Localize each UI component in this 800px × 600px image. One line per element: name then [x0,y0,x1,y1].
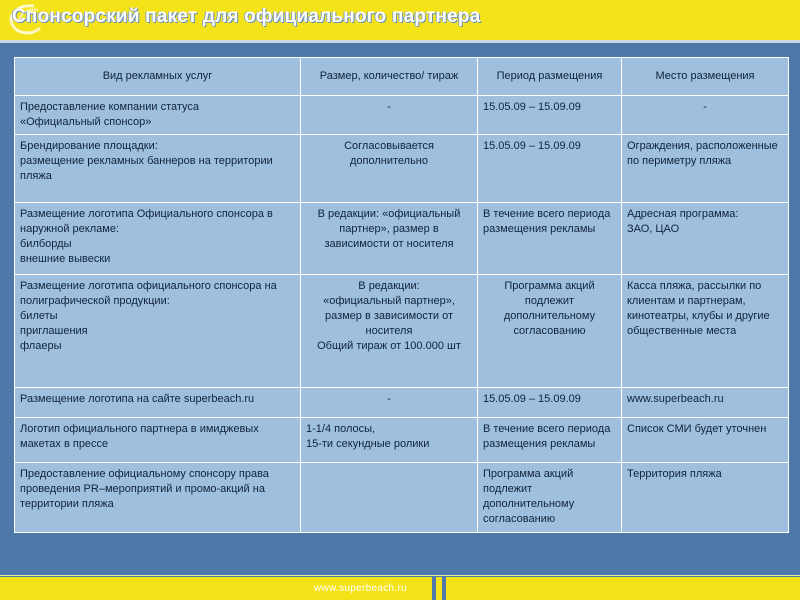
cell-size: Согласовывается дополнительно [301,135,478,202]
cell-service: Размещение логотипа Официального спонсора в наружной рекламе: билборды внешние вывески [15,202,301,274]
cell-service: Размещение логотипа официального спонсора на полиграфической продукции: билеты приглашения флаеры [15,275,301,388]
sponsorship-table-container [14,57,788,533]
table-row [15,463,789,533]
column-header-period: Период размещения [478,58,622,96]
table-row [15,96,789,135]
cell-period: Программа акций подлежит дополнительному согласованию [478,463,622,533]
column-header-size: Размер, количество/ тираж [301,58,478,96]
table-row [15,275,789,388]
cell-period: В течение всего периода размещения рекламы [478,418,622,463]
sponsorship-table [14,57,789,533]
cell-period: Программа акций подлежит дополнительному согласованию [478,275,622,388]
cell-place: Ограждения, расположенные по периметру пляжа [622,135,789,202]
cell-size: В редакции: «официальный партнер», размер в зависимости от носителя [301,202,478,274]
table-row [15,418,789,463]
header-bar [0,0,800,40]
cell-place: Касса пляжа, рассылки по клиентам и партнерам, кинотеатры, клубы и другие общественные места [622,275,789,388]
cell-size: В редакции: «официальный партнер», размер в зависимости от носителя Общий тираж от 100.000 шт [301,275,478,388]
column-header-place: Место размещения [622,58,789,96]
cell-size: 1-1/4 полосы, 15-ти секундные ролики [301,418,478,463]
table-row [15,135,789,202]
cell-place: Адресная программа: ЗАО, ЦАО [622,202,789,274]
cell-place: www.superbeach.ru [622,387,789,417]
footer-website-link[interactable]: www.superbeach.ru [314,583,407,594]
cell-size: - [301,387,478,417]
cell-service: Размещение логотипа на сайте superbeach.ru [15,387,301,417]
table-header-row [15,58,789,96]
cell-period: 15.05.09 – 15.09.09 [478,96,622,135]
footer-stripe [432,577,436,600]
cell-service: Предоставление компании статуса «Официальный спонсор» [15,96,301,135]
cell-place: Список СМИ будет уточнен [622,418,789,463]
page-title: Спонсорский пакет для официального партнера [12,6,481,27]
cell-size: - [301,96,478,135]
cell-period: 15.05.09 – 15.09.09 [478,135,622,202]
footer-stripe [442,577,446,600]
cell-period: В течение всего периода размещения рекламы [478,202,622,274]
footer-divider [0,575,800,576]
header-divider [0,40,800,43]
cell-service: Брендирование площадки: размещение рекламных баннеров на территории пляжа [15,135,301,202]
cell-place: Территория пляжа [622,463,789,533]
cell-place: - [622,96,789,135]
table-row [15,387,789,417]
column-header-service-type: Вид рекламных услуг [15,58,301,96]
table-row [15,202,789,274]
cell-period: 15.05.09 – 15.09.09 [478,387,622,417]
cell-service: Предоставление официальному спонсору права проведения PR–мероприятий и промо-акций на территории пляжа [15,463,301,533]
cell-size [301,463,478,533]
cell-service: Логотип официального партнера в имиджевых макетах в прессе [15,418,301,463]
